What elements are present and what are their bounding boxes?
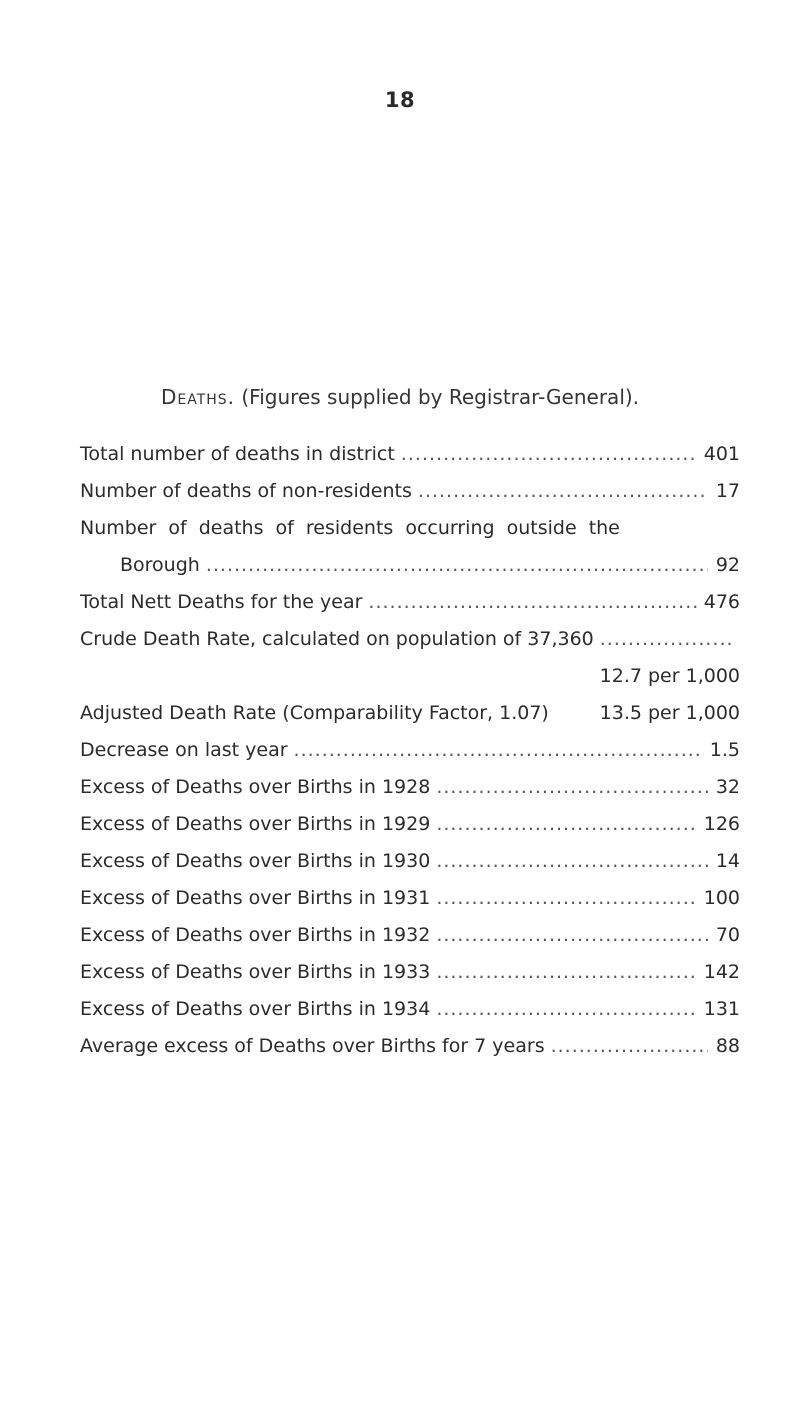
row-value: 12.7 per 1,000 <box>599 665 740 687</box>
row-value: 88 <box>715 1035 740 1057</box>
row-value: 32 <box>715 776 740 798</box>
row-value: 126 <box>703 813 740 835</box>
row-label: Number of deaths of residents occurring outside the <box>80 517 620 539</box>
row-label: Total Nett Deaths for the year <box>80 591 363 613</box>
page-number: 18 <box>384 88 416 112</box>
row-label: Excess of Deaths over Births in 1930 <box>80 850 431 872</box>
row-label: Decrease on last year <box>80 739 288 761</box>
row-label: Crude Death Rate, calculated on population of 37,360 <box>80 628 594 650</box>
row-value: 401 <box>703 443 740 465</box>
row-excess-1934 <box>80 998 740 1035</box>
row-crude-death-rate <box>80 628 740 665</box>
row-excess-1930 <box>80 850 740 887</box>
row-label: Number of deaths of non-residents <box>80 480 412 502</box>
row-value: 131 <box>703 998 740 1020</box>
row-value: 100 <box>703 887 740 909</box>
dot-leader <box>436 813 697 835</box>
row-excess-1932 <box>80 924 740 961</box>
row-label: Excess of Deaths over Births in 1932 <box>80 924 431 946</box>
row-value: 1.5 <box>709 739 740 761</box>
row-value: 13.5 per 1,000 <box>599 702 740 724</box>
dot-leader <box>436 998 697 1020</box>
row-value: 70 <box>715 924 740 946</box>
dot-leader <box>206 554 708 576</box>
row-excess-1929 <box>80 813 740 850</box>
row-label: Adjusted Death Rate (Comparability Factor, 1.07) <box>80 702 549 724</box>
row-nett-deaths <box>80 591 740 628</box>
heading-title: Deaths. <box>160 385 236 409</box>
dot-leader <box>436 850 708 872</box>
row-decrease <box>80 739 740 776</box>
row-value: 92 <box>715 554 740 576</box>
row-label: Excess of Deaths over Births in 1928 <box>80 776 431 798</box>
row-residents-outside-line2 <box>80 554 740 591</box>
row-excess-1931 <box>80 887 740 924</box>
dot-leader <box>436 961 697 983</box>
dot-leader <box>436 887 697 909</box>
dot-leader <box>368 591 697 613</box>
row-label: Excess of Deaths over Births in 1933 <box>80 961 431 983</box>
row-value: 17 <box>715 480 740 502</box>
heading-subtitle: (Figures supplied by Registrar-General). <box>241 385 640 409</box>
row-value: 476 <box>703 591 740 613</box>
row-label: Excess of Deaths over Births in 1929 <box>80 813 431 835</box>
dot-leader <box>600 628 734 650</box>
row-average-excess <box>80 1035 740 1072</box>
row-total-deaths <box>80 443 740 480</box>
row-label: Average excess of Deaths over Births for 7 years <box>80 1035 545 1057</box>
row-label: Borough <box>120 554 200 576</box>
row-label: Excess of Deaths over Births in 1934 <box>80 998 431 1020</box>
row-excess-1933 <box>80 961 740 998</box>
dot-leader <box>436 776 708 798</box>
dot-leader <box>401 443 698 465</box>
row-crude-death-rate-value <box>80 665 740 702</box>
row-adjusted-death-rate <box>80 702 740 739</box>
row-non-residents <box>80 480 740 517</box>
section-heading <box>0 385 800 409</box>
row-value: 14 <box>715 850 740 872</box>
row-label: Excess of Deaths over Births in 1931 <box>80 887 431 909</box>
dot-leader <box>294 739 704 761</box>
dot-leader <box>551 1035 708 1057</box>
row-value: 142 <box>703 961 740 983</box>
deaths-statistics-list <box>80 443 740 1072</box>
dot-leader <box>436 924 708 946</box>
row-label: Total number of deaths in district <box>80 443 395 465</box>
row-residents-outside-line1 <box>80 517 740 554</box>
dot-leader <box>418 480 708 502</box>
row-excess-1928 <box>80 776 740 813</box>
